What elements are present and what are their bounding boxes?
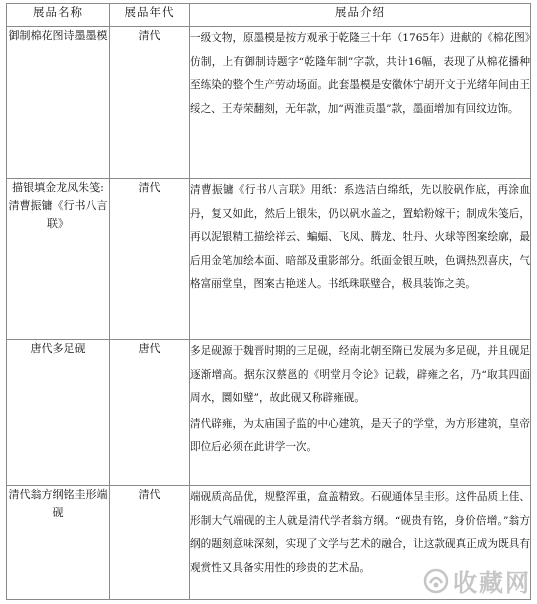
exhibit-name: 唐代多足砚 [7, 340, 110, 486]
exhibit-name: 御制棉花图诗墨墨模 [7, 27, 110, 179]
exhibit-era: 清代 [110, 27, 190, 179]
intro-paragraph: 端砚质高品优，规整浑重，盒盖精致。石砚通体呈圭形。这件品质上佳、形制大气端砚的主人就是清代学者翁方纲。“砚贵有铭，身价倍增。”翁方纲的题刻意味深刻，实现了文学与艺术的融合，让这款砚真正成为既具有观赏性又具备实用性的珍贵的艺术品。 [190, 491, 530, 574]
intro-paragraph: 清代辟雍，为太庙国子监的中心建筑，是天子的学堂，为方形建筑，皇帝即位后必须在此讲学一次。 [190, 417, 530, 453]
exhibit-era: 清代 [110, 179, 190, 340]
exhibit-intro [190, 340, 531, 486]
header-intro: 展品介绍 [190, 4, 531, 27]
exhibit-era: 清代 [110, 486, 190, 600]
watermark-text: 收藏网 [453, 569, 531, 597]
exhibit-table [6, 3, 531, 600]
exhibit-era: 唐代 [110, 340, 190, 486]
exhibit-intro [190, 27, 531, 179]
intro-paragraph: 一级文物，原墨模是按方观承于乾隆三十年（1765年）进献的《棉花图》仿制，上有御制诗题字“乾隆年制”字款，共计16幅，表现了从棉花播种至练染的整个生产劳动场面。此套墨模是安徽休宁胡开文于光绪年间由王绥之、王寿荣翻刻，无年款，加“两淮贡墨”款，墨面增加有回纹边饰。 [190, 32, 530, 115]
header-name: 展品名称 [7, 4, 110, 27]
header-era: 展品年代 [110, 4, 190, 27]
intro-paragraph: 清曹振镛《行书八言联》用纸：系选洁白绵纸，先以胶矾作底，再涂血丹，复又如此，然后上银朱，仍以矾水盖之，置蛤粉嫁干；制成朱笺后，再以泥银精工描绘祥云、蝙蝠、飞凤、腾龙、牡丹、火球等图案绘廓，最后用金笔加绘本面、暗部及重影部分。纸面金银互映，色调热烈喜庆，气格富丽堂皇，图案古艳迷人。书纸珠联璧合，极具装饰之美。 [190, 184, 530, 290]
table-row [7, 179, 531, 340]
exhibit-name: 描银填金龙凤朱笺:清曹振镛《行书八言联》 [7, 179, 110, 340]
exhibit-name: 清代翁方纲铭圭形端砚 [7, 486, 110, 600]
table-row [7, 27, 531, 179]
intro-paragraph: 多足砚源于魏晋时期的三足砚，经南北朝至隋已发展为多足砚，并且砚足逐渐增高。据东汉蔡邕的《明堂月令论》记载，辟雍之名，乃“取其四面周水，圜如璧”，故此砚又称辟雍砚。 [190, 345, 530, 404]
exhibit-intro [190, 179, 531, 340]
table-row [7, 486, 531, 600]
exhibit-intro [190, 486, 531, 600]
table-row [7, 340, 531, 486]
table-header-row [7, 4, 531, 27]
